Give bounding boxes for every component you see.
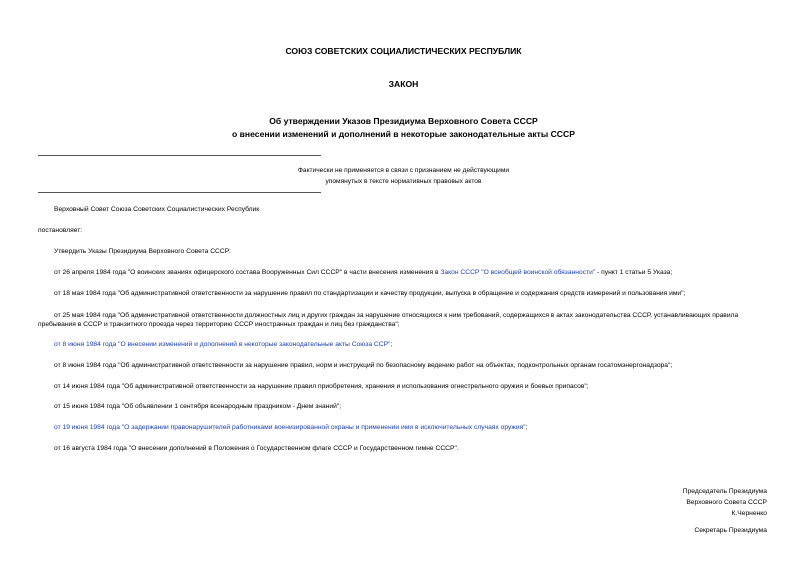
list-item-1 [54,269,672,276]
signature-line-3: К.Черненко [731,510,767,517]
list-item-1-text-post: - пункт 1 статьи 5 Указа; [595,269,673,276]
secretary-block [694,525,767,536]
signature-line-4: Секретарь Президиума [694,527,767,534]
decree-link-8-june-amendments[interactable]: от 8 июня 1984 года "О внесении изменений и дополнений в некоторые законодательные акты Союза ССР" [54,341,391,348]
document-title [0,115,807,141]
divider-top [38,155,321,156]
approve-paragraph: Утвердить Указы Президиума Верховного Совета СССР: [54,248,231,255]
doc-type-heading: ЗАКОН [388,79,419,89]
status-note-line-1: Фактически не применяется в связи с признанием не действующими [297,167,510,174]
decree-link-19-june-detention[interactable]: от 19 июня 1984 года "О задержании правонарушителей работниками военизированной охраны и применении ими в исключительных случаях оружия" [54,424,526,431]
list-item-7: от 15 июня 1984 года "Об объявлении 1 сентября всенародным праздником - Днем знаний"; [54,403,342,410]
list-item-4 [54,341,392,348]
title-line-2: о внесении изменений и дополнений в некоторые законодательные акты СССР [232,129,575,139]
list-item-8-text-post: ; [525,424,528,431]
union-heading: СОЮЗ СОВЕТСКИХ СОЦИАЛИСТИЧЕСКИХ РЕСПУБЛИК [285,46,522,56]
law-link-universal-military-duty[interactable]: Закон СССР "О всеобщей воинской обязанности" [440,269,596,276]
list-item-8 [54,424,527,431]
list-item-1-text-pre: от 26 апреля 1984 года "О воинских званиях офицерского состава Вооруженных Сил СССР" в части внесения изменения в [54,269,441,276]
divider-bottom [38,192,321,193]
signature-line-2: Верховного Совета СССР [686,499,767,506]
signature-block [683,486,767,519]
intro-paragraph: Верховный Совет Союза Советских Социалистических Республик [54,206,260,213]
list-item-3: от 25 мая 1984 года "Об административной ответственности должностных лиц и других граждан за нарушение относящихся к ним требований, содержащихся в актах законодательства СССР, устанавливающих правила пребывания в СССР и транзитного проезда через территорию СССР иностранных граждан и лиц без гражданства"; [38,312,739,328]
list-item-2: от 18 мая 1984 года "Об административной ответственности за нарушение правил по стандартизации и качеству продукции, выпуска в обращение и содержания средств измерений и пользования ими"; [54,290,686,297]
title-line-1: Об утверждении Указов Президиума Верховного Совета СССР [269,116,538,126]
list-item-9: от 16 августа 1984 года "О внесении дополнений в Положения о Государственном флаге СССР и Государственном гимне СССР". [54,445,459,452]
list-item-5: от 8 июня 1984 года "Об административной ответственности за нарушение правил, норм и инструкций по безопасному ведению работ на объектах, подконтрольных органам госатомэнергонадзора"; [54,362,673,369]
signature-line-1: Председатель Президиума [682,488,767,495]
status-note [250,165,557,187]
list-item-4-text-post: ; [390,341,393,348]
status-note-line-2: упомянутых в тексте нормативных правовых актов [325,178,482,185]
list-item-6: от 14 июня 1984 года "Об административной ответственности за нарушение правил приобретения, хранения и использования огнестрельного оружия и боевых припасов"; [54,383,589,390]
resolves-paragraph: постановляет: [38,227,83,234]
